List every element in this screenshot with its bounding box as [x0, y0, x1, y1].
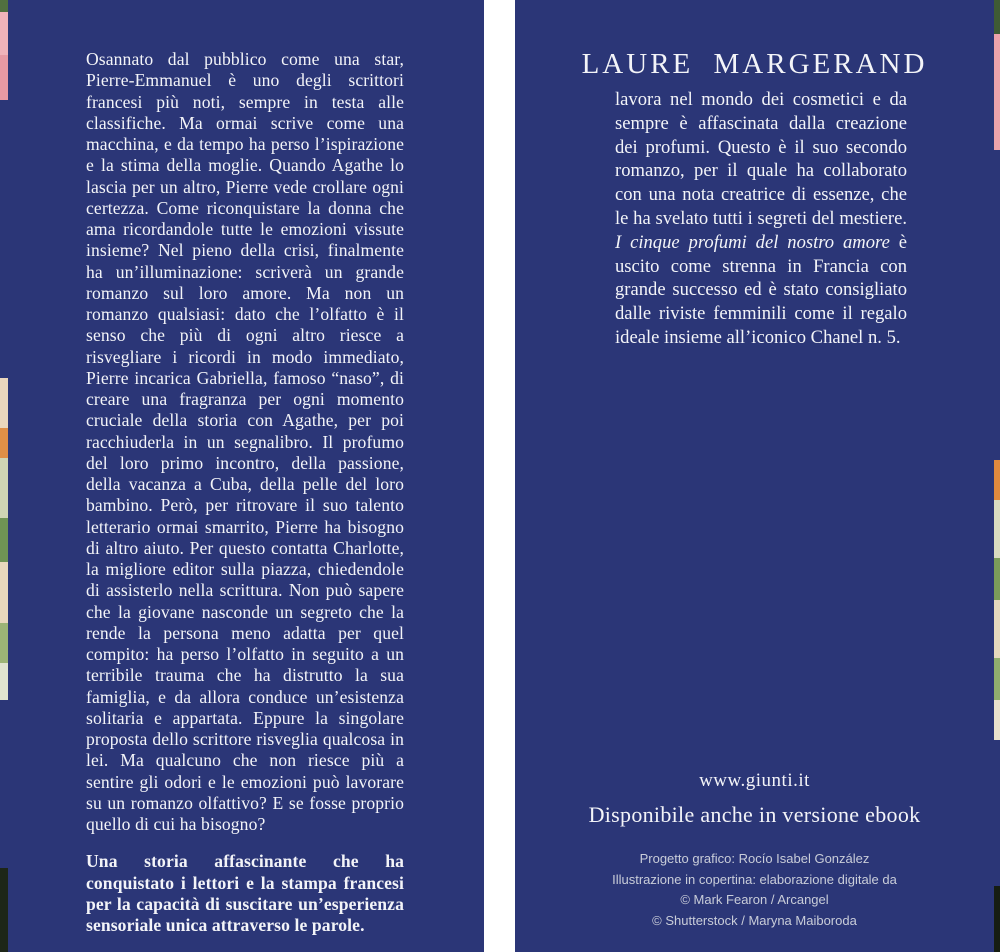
author-bio-text: lavora nel mondo dei cosmetici e da sempre è affascinata dalla creazione dei profumi. Questo è il suo secondo romanzo, per il quale ha collaborato con una nota creatrice di essenze, che le ha svelato tutti i segreti del mestiere. [615, 89, 907, 229]
front-flap [8, 0, 484, 952]
credit-line: © Shutterstock / Maryna Maiboroda [652, 912, 857, 928]
back-flap [515, 0, 994, 952]
left-cover-edge-strip [0, 0, 8, 952]
book-title-italic: I cinque profumi del nostro amore [615, 231, 890, 253]
author-bio [615, 88, 907, 350]
publisher-website: www.giunti.it [699, 770, 810, 791]
synopsis-text: Osannato dal pubblico come una star, Pierre-Emmanuel è uno degli scrittori francesi più noti, sempre in testa alle classifiche. Ma ormai scrive come una macchina, e da tempo ha perso l’ispirazione e la stima della moglie. Quando Agathe lo lascia per un altro, Pierre vede crollare ogni certezza. Come riconquistare la donna che ama ricordandole tutte le emozioni vissute insieme? Nel pieno della crisi, finalmente ha un’illuminazione: scriverà un grande romanzo sul loro amore. Ma non un romanzo qualsiasi: dato che l’olfatto è il senso che più di ogni altro riesce a risvegliare i ricordi in modo immediato, Pierre incarica Gabriella, famoso “naso”, di creare una fragranza per ogni momento cruciale della storia con Agathe, per poi racchiuderla in un segnalibro. Il profumo del loro primo incontro, della passione, della vacanza a Cuba, della pelle del loro bambino. Però, per ritrovare il suo talento letterario ormai smarrito, Pierre ha bisogno di altro aiuto. Per questo contatta Charlotte, la migliore editor sulla piazza, chiedendole di assisterlo nella scrittura. Non può sapere che la giovane nasconde un segreto che la rende la persona meno adatta per quel compito: ha perso l’olfatto in seguito a un terribile trauma che ha distrutto la sua famiglia, e da allora conduce un’esistenza solitaria e appartata. Eppure la singolare proposta dello scrittore risveglia qualcosa in lei. Ma qualcuno che non riesce più a sentire gli odori e le emozioni può lavorare su un romanzo olfattivo? E se fosse proprio quello di cui ha bisogno? [86, 49, 404, 834]
credit-line: Progetto grafico: Rocío Isabel González [639, 851, 870, 866]
ebook-availability-note: Disponibile anche in versione ebook [588, 802, 921, 827]
credit-line: Illustrazione in copertina: elaborazione digitale da [612, 871, 897, 887]
credits-block [515, 849, 994, 931]
synopsis-block [86, 49, 404, 936]
author-name: LAURE MARGERAND [581, 48, 928, 80]
author-bio-text-continued: è uscito come strenna in Francia con grande successo ed è stato consigliato dalle riviste femminili come il regalo ideale insieme all’iconico Chanel n. 5. [615, 231, 907, 348]
synopsis-highlight: Una storia affascinante che ha conquistato i lettori e la stampa francesi per la capacità di suscitare un’esperienza sensoriale unica attraverso le parole. [86, 851, 404, 935]
right-cover-edge-strip [994, 0, 1000, 952]
credit-line: © Mark Fearon / Arcangel [680, 892, 829, 907]
